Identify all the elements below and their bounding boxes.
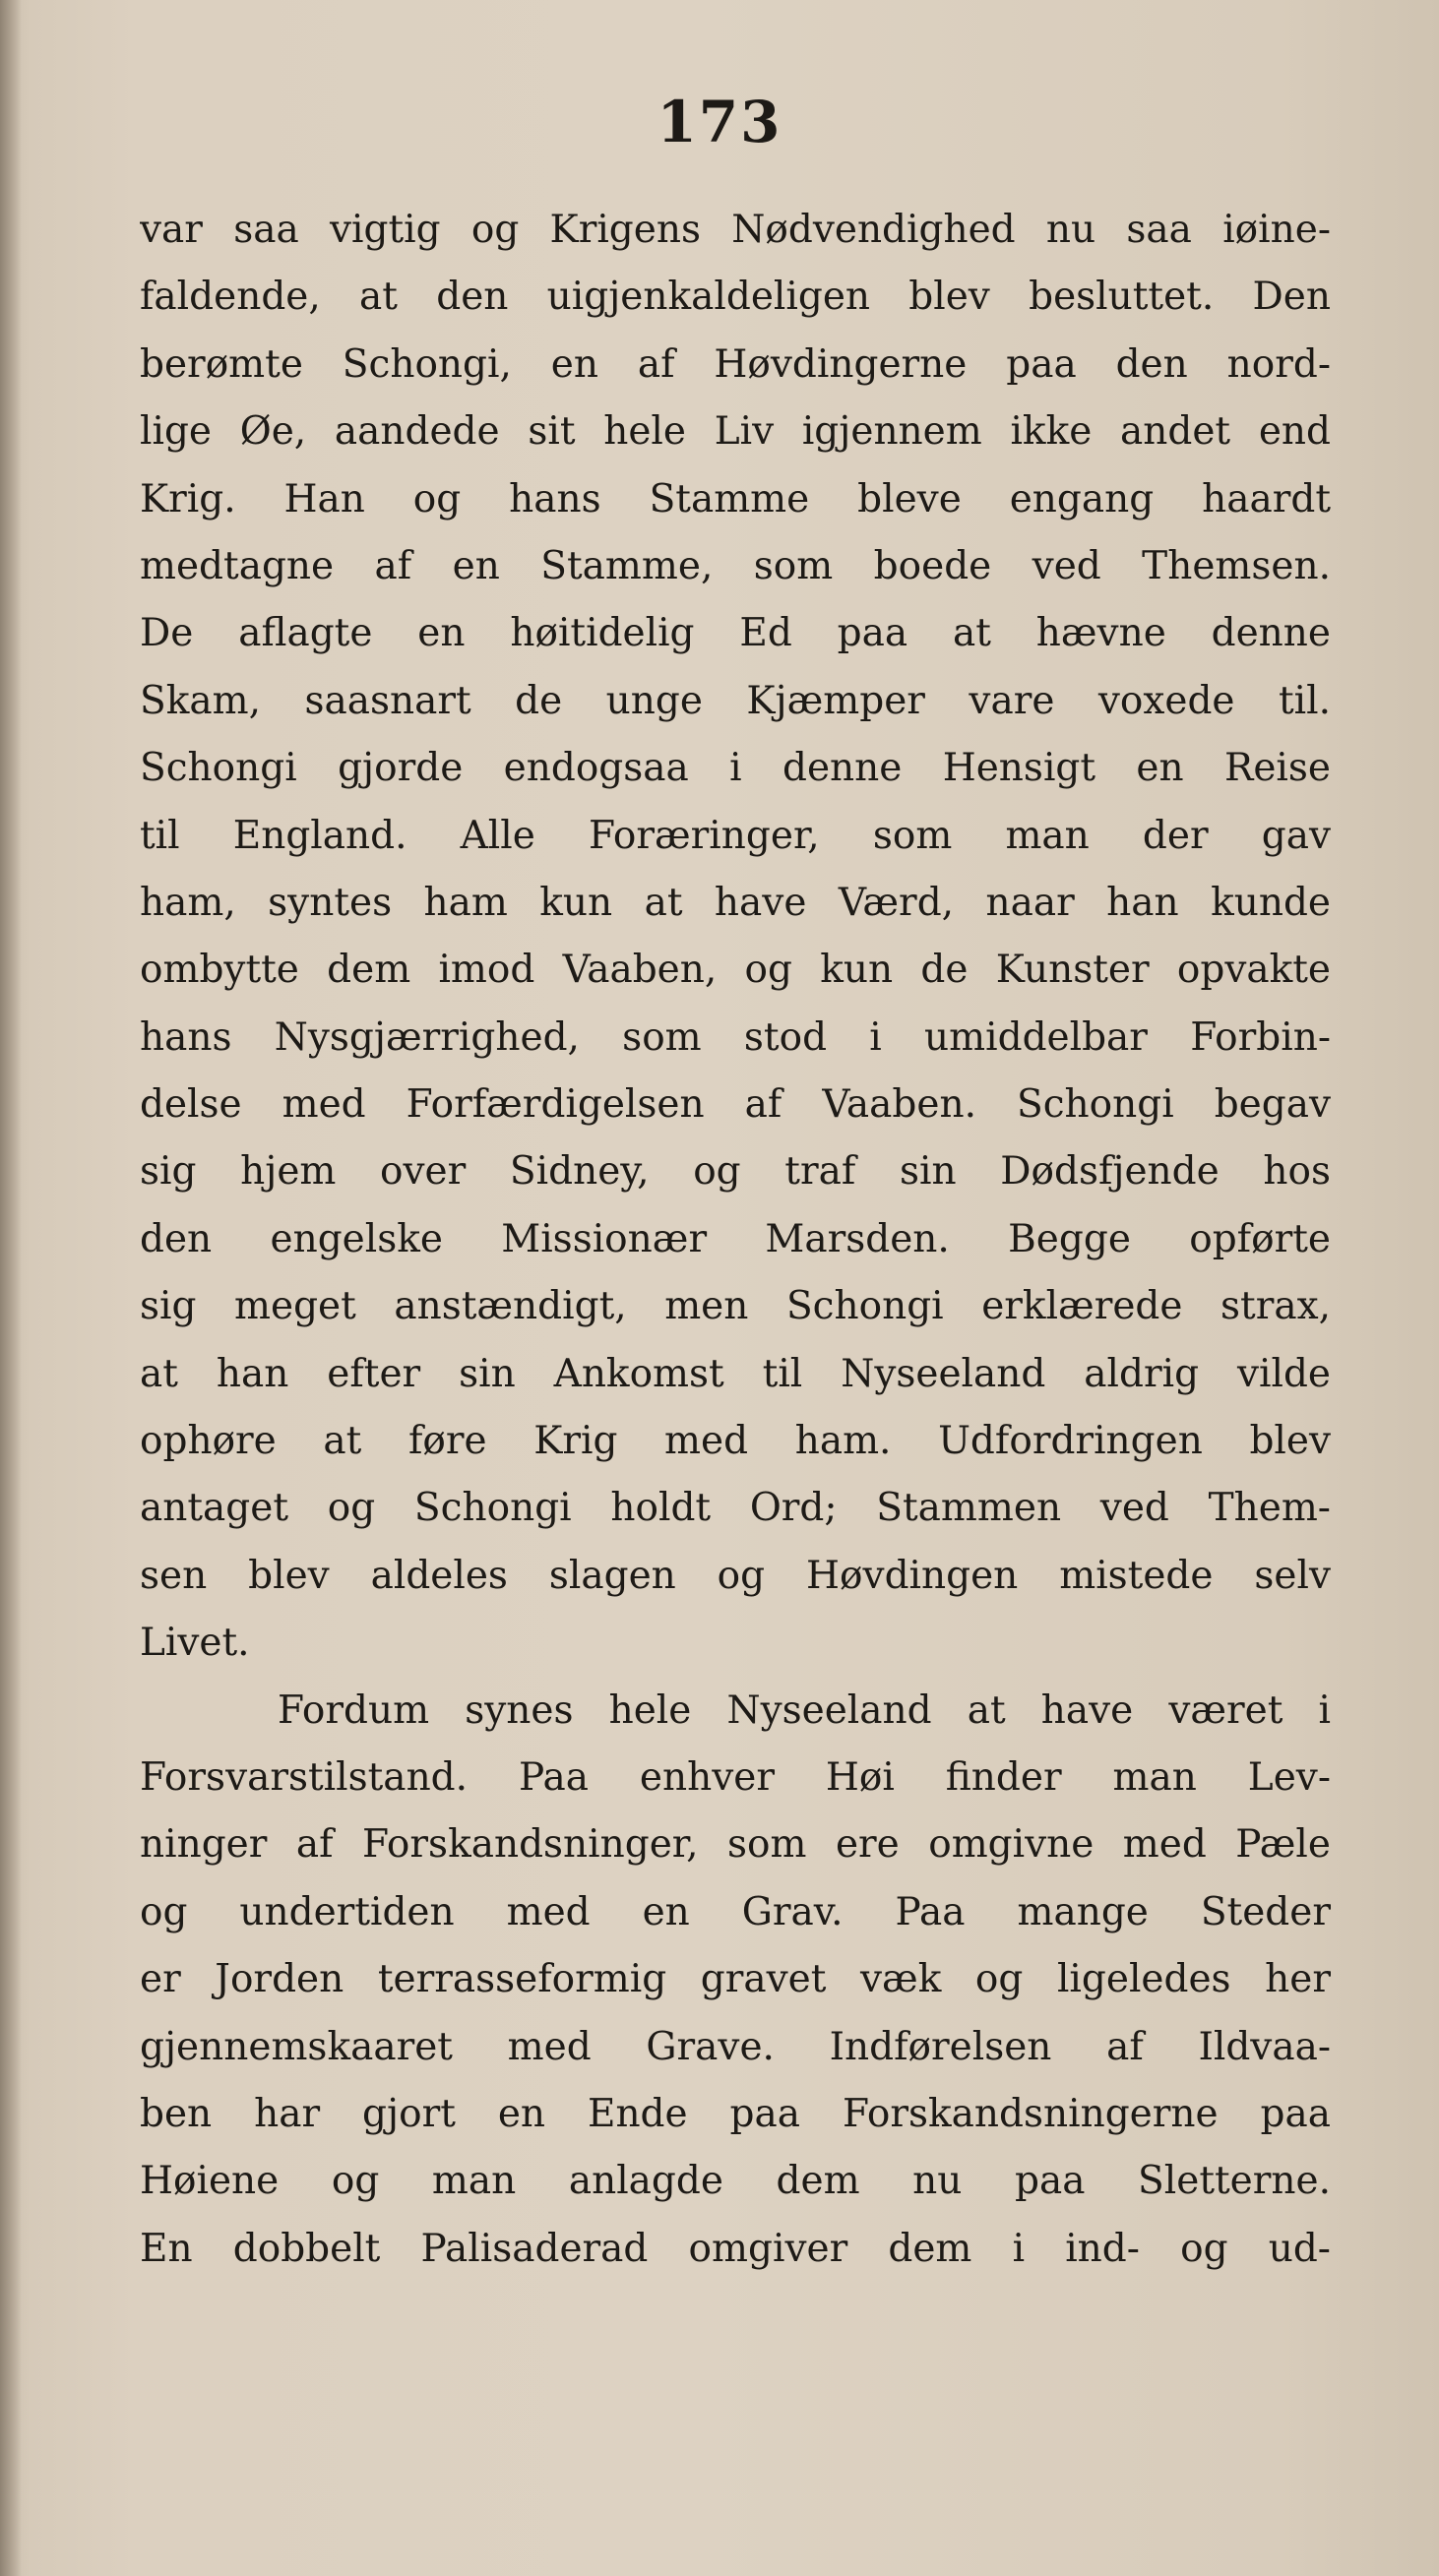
text-line: berømte Schongi, en af Høvdingerne paa den nord- [140,341,1331,387]
text-line: Krig. Han og hans Stamme bleve engang haardt [140,476,1331,521]
text-line: var saa vigtig og Krigens Nødvendighed nu saa iøine- [140,208,1331,252]
text-line: til England. Alle Foræringer, som man der gav [140,813,1331,858]
text-line: er Jorden terrasseformig gravet væk og ligeledes her [140,1957,1331,2002]
text-line: En dobbelt Palisaderad omgiver dem i ind- og ud- [140,2226,1331,2271]
text-line: antaget og Schongi holdt Ord; Stammen ved Them- [140,1486,1331,1531]
body-text [140,197,1331,2283]
text-line: De aflagte en høitidelig Ed paa at hævne denne [140,611,1331,656]
text-line: ombytte dem imod Vaaben, og kun de Kunster opvakte [140,948,1331,993]
text-line: faldende, at den uigjenkaldeligen blev besluttet. Den [140,275,1331,320]
page-number: 173 [657,89,782,155]
text-line: gjennemskaaret med Grave. Indførelsen af Ildvaa- [140,2024,1331,2069]
text-line: den engelske Missionær Marsden. Begge opførte [140,1216,1331,1261]
text-line: ben har gjort en Ende paa Forskandsningerne paa [140,2091,1331,2136]
text-line: sig meget anstændigt, men Schongi erklærede strax, [140,1284,1331,1329]
text-line: medtagne af en Stamme, som boede ved Themsen. [140,543,1331,588]
text-line: ham, syntes ham kun at have Værd, naar han kunde [140,880,1331,925]
page-gutter-shadow [0,0,22,2576]
text-line: og undertiden med en Grav. Paa mange Steder [140,1889,1331,1934]
text-line: Schongi gjorde endogsaa i denne Hensigt en Reise [140,746,1331,791]
text-line: lige Øe, aandede sit hele Liv igjennem ikke andet end [140,409,1331,455]
text-line: Forsvarstilstand. Paa enhver Høi finder man Lev- [140,1754,1331,1800]
text-line: ophøre at føre Krig med ham. Udfordringen blev [140,1419,1331,1464]
text-line: ninger af Forskandsninger, som ere omgivne med Pæle [140,1822,1331,1868]
text-line: sig hjem over Sidney, og traf sin Dødsfjende hos [140,1149,1331,1195]
paragraph-start-line: Fordum synes hele Nyseeland at have været i [278,1687,1331,1733]
text-line: Høiene og man anlagde dem nu paa Sletterne. [140,2159,1331,2204]
text-line: sen blev aldeles slagen og Høvdingen mistede selv [140,1553,1331,1598]
paragraph-end-line: Livet. [140,1621,250,1666]
text-line: at han efter sin Ankomst til Nyseeland aldrig vilde [140,1351,1331,1396]
text-line: delse med Forfærdigelsen af Vaaben. Schongi begav [140,1082,1331,1128]
text-line: Skam, saasnart de unge Kjæmper vare voxede til. [140,678,1331,723]
text-line: hans Nysgjærrighed, som stod i umiddelbar Forbin- [140,1014,1331,1060]
